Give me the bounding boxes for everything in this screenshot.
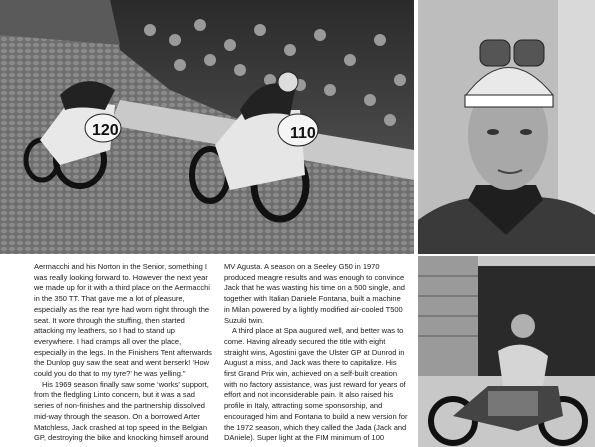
race-number-110: 110: [290, 125, 316, 142]
article-paragraph: Aermacchi and his Norton in the Senior, something I was really looking forward to. However the next year we made up for it with a third place on the Aermacchi in the 350 TT. That gave me a lot of pleasure, especially as the rear tyre had worn right through the seat. It wore through the stuffing, then started attacking my leathers, so I had to stand up everywhere. I had cramps all over the place, especially in the legs. In the Finishers Tent afterwards the Dunlop guy saw the seat and went berserk! ‘How could you do that to my tyre?’ he was yelling.”: [34, 262, 212, 379]
photo-rider-portrait: [418, 0, 595, 254]
article-paragraph: MV Agusta. A season on a Seeley G50 in 1970 produced meagre results and was enough to convince Jack that he was wasting his time on a 500 single, and together with Italian Daniele Fontana, built a machine in Milan powered by a lightly modified air-cooled T500 Suzuki twin.: [224, 262, 405, 325]
article-paragraph: His 1969 season finally saw some ‘works’ support, from the fledgling Linto concern, but it was a sad series of non-finishes and the partnership dissolved mid-way through the season. On a borrowed Arter Matchless, Jack crashed at top speed in the Belgian GP, destroying the bike and knocking himself around: [34, 379, 209, 443]
workshop-photo-drawing: [418, 256, 595, 447]
race-photo-drawing: [0, 0, 414, 254]
article-paragraph: A third place at Spa augured well, and better was to come. Having already secured the title with eight straight wins, Agostini gave the Ulster GP at Dunrod in August a miss, and Jack was there to capitalize. His first Grand Prix win, achieved on a self-built creation with no factory assistance, was just reward for years of effort and not inconsiderable pain. It also raised his profile in Italy, attracting some sponsorship, and encouraged him and Fontana to build a new version for the 1972 season, which they called the Jada (Jack and DAniele). Super light at the FIM minimum of 100: [224, 326, 408, 443]
photo-rider-workshop: [418, 256, 595, 447]
article-column-2: [224, 262, 408, 444]
portrait-photo-drawing: [418, 0, 595, 254]
photo-motorcycle-race: [0, 0, 414, 254]
article-column-1: [34, 262, 214, 444]
race-number-120: 120: [92, 122, 119, 139]
